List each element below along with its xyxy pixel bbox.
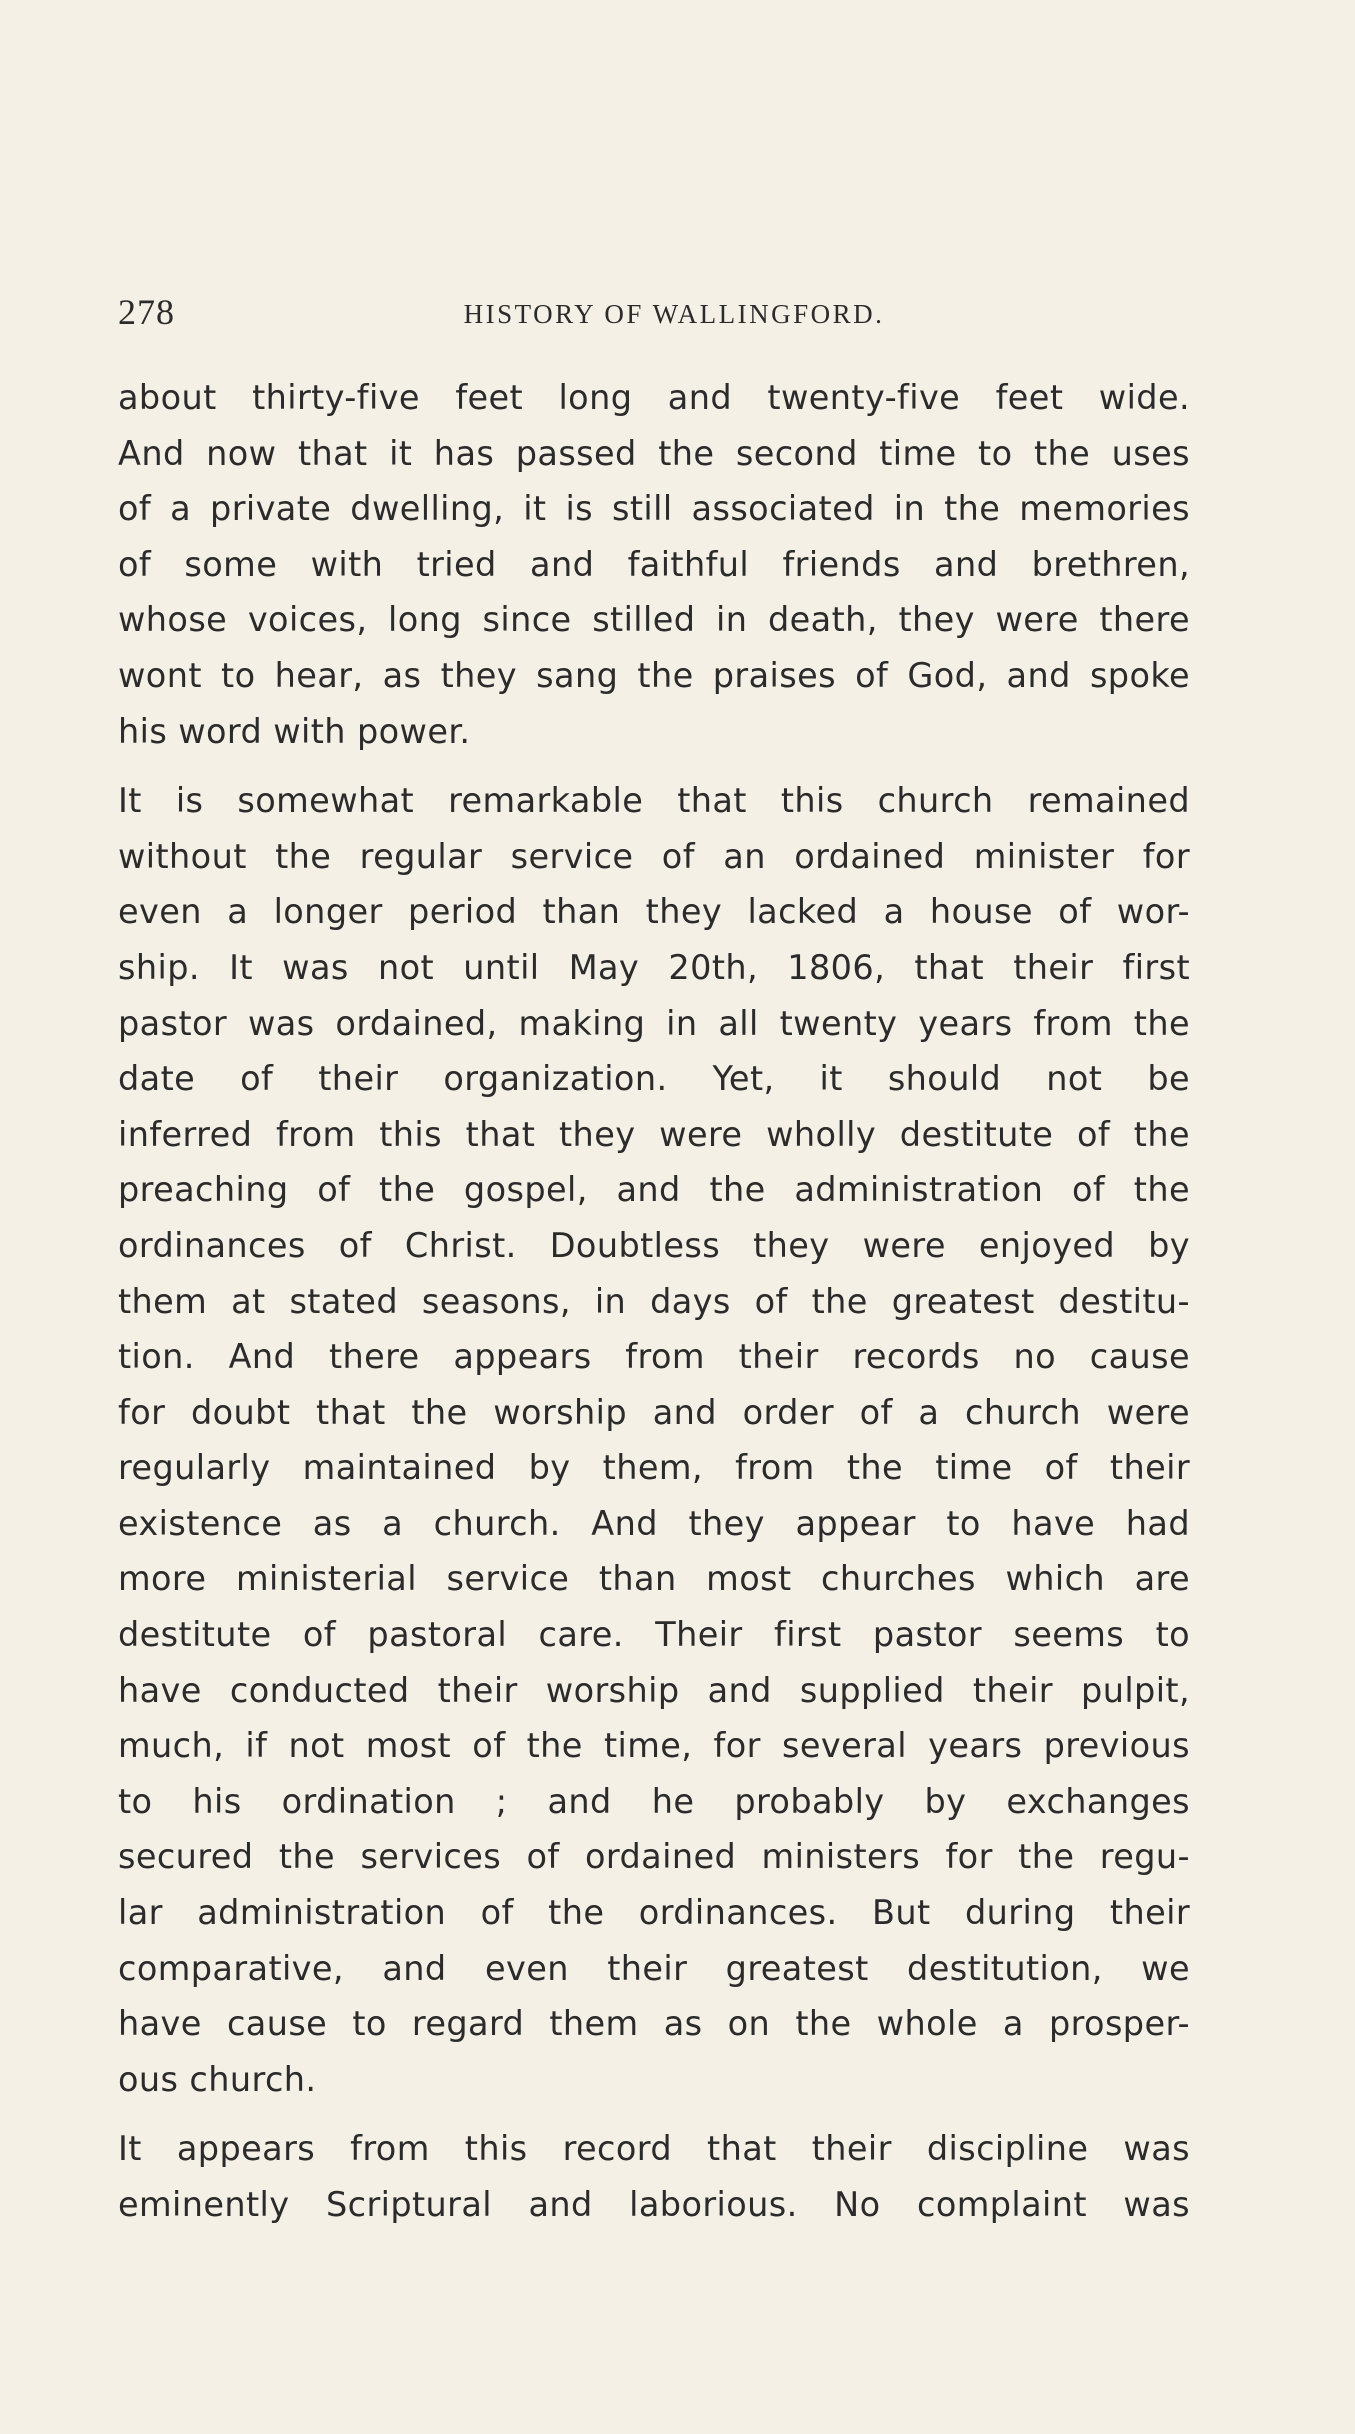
paragraph-2	[118, 773, 1190, 2107]
text-line: And now that it has passed the second time to the uses	[118, 433, 1190, 473]
text-line: regularly maintained by them, from the time of their	[118, 1448, 1190, 1488]
text-line: date of their organization. Yet, it should not be	[118, 1059, 1190, 1099]
text-line: whose voices, long since stilled in death, they were there	[118, 600, 1190, 640]
text-line: preaching of the gospel, and the administration of the	[118, 1170, 1190, 1210]
text-line: wont to hear, as they sang the praises of God, and spoke	[118, 655, 1190, 695]
text-line: even a longer period than they lacked a house of wor-	[118, 892, 1190, 932]
text-line: have conducted their worship and supplied their pulpit,	[118, 1670, 1190, 1710]
text-line: ordinances of Christ. Doubtless they were enjoyed by	[118, 1225, 1190, 1265]
text-line: existence as a church. And they appear to have had	[118, 1503, 1190, 1543]
running-title: HISTORY OF WALLINGFORD.	[463, 299, 885, 329]
body-text	[118, 370, 1190, 2233]
text-line: more ministerial service than most churches which are	[118, 1559, 1190, 1599]
text-line: eminently Scriptural and laborious. No complaint was	[118, 2185, 1190, 2224]
text-line: without the regular service of an ordained minister for	[118, 836, 1190, 876]
text-line: of some with tried and faithful friends and brethren,	[118, 544, 1190, 584]
page-number: 278	[118, 292, 175, 332]
paragraph-1	[118, 370, 1190, 759]
text-line: secured the services of ordained ministers for the regu-	[118, 1837, 1190, 1877]
text-line: tion. And there appears from their records no cause	[118, 1337, 1190, 1377]
text-line: to his ordination ; and he probably by exchanges	[118, 1781, 1190, 1821]
text-line: about thirty-five feet long and twenty-five feet wide.	[118, 378, 1190, 417]
text-line: of a private dwelling, it is still associated in the memories	[118, 489, 1190, 529]
paragraph-3	[118, 2121, 1190, 2232]
text-line: his word with power.	[118, 711, 471, 751]
running-head	[118, 288, 1190, 336]
text-line: for doubt that the worship and order of a church were	[118, 1392, 1190, 1432]
text-line: ous church.	[118, 2059, 317, 2099]
text-line: inferred from this that they were wholly destitute of the	[118, 1114, 1190, 1154]
text-line: destitute of pastoral care. Their first pastor seems to	[118, 1615, 1190, 1655]
text-line: It appears from this record that their discipline was	[118, 2129, 1190, 2169]
text-line: them at stated seasons, in days of the greatest destitu-	[118, 1281, 1190, 1321]
text-line: pastor was ordained, making in all twenty years from the	[118, 1003, 1190, 1043]
text-line: much, if not most of the time, for several years previous	[118, 1726, 1190, 1766]
text-line: have cause to regard them as on the whole a prosper-	[118, 2004, 1190, 2044]
text-line: ship. It was not until May 20th, 1806, that their first	[118, 947, 1190, 987]
text-line: lar administration of the ordinances. But during their	[118, 1893, 1190, 1933]
text-line: It is somewhat remarkable that this church remained	[118, 781, 1190, 821]
text-line: comparative, and even their greatest destitution, we	[118, 1948, 1190, 1988]
